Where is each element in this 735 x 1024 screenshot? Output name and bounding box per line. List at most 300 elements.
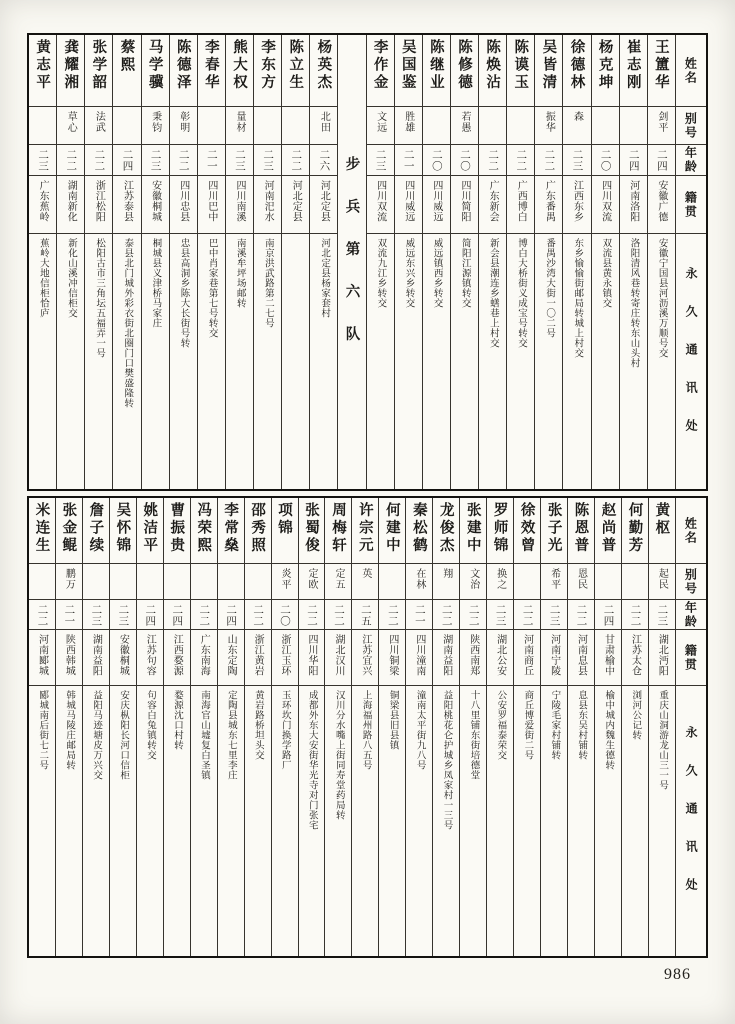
person-address: 东乡愉愉街邮局转城上村交 (572, 238, 583, 358)
person-name: 熊大权 (230, 39, 247, 92)
person-alias-cell (563, 107, 590, 145)
person-address: 威远东兴乡转交 (403, 238, 414, 308)
person-address-cell (325, 686, 351, 956)
person-address-cell (568, 686, 594, 956)
person-address-cell (592, 234, 619, 489)
person-age-cell (563, 145, 590, 176)
person-name: 陈谟玉 (512, 39, 529, 92)
person-age-cell (310, 145, 337, 176)
person-name-cell (56, 498, 82, 564)
field-label-age-cell (676, 600, 706, 630)
person-age: 二二 (332, 604, 344, 627)
person-age: 二四 (627, 149, 639, 172)
person-name-cell (535, 35, 562, 107)
field-label-alias-cell (676, 564, 706, 600)
person-age: 二四 (225, 604, 237, 627)
person-name-cell (352, 498, 378, 564)
person-address: 婺源沈口村转 (171, 690, 182, 750)
person-name: 陈恩普 (572, 502, 589, 555)
person-name: 吴怀锦 (114, 502, 131, 555)
person-name: 李作金 (371, 39, 388, 92)
person-age: 二三 (374, 149, 386, 172)
person-address-cell (514, 686, 540, 956)
person-column (534, 35, 562, 489)
person-column (394, 35, 422, 489)
person-address: 郾城南后街七二号 (37, 690, 48, 770)
person-age: 二三 (37, 149, 49, 172)
person-origin-cell (226, 176, 253, 234)
person-name: 冯荣熙 (195, 502, 212, 555)
person-origin: 湖南新化 (65, 180, 77, 222)
person-age: 二二 (290, 149, 302, 172)
person-column (405, 498, 432, 956)
person-column (82, 498, 109, 956)
person-column (486, 498, 513, 956)
person-address: 玉环坎门换学路厂 (279, 690, 290, 770)
person-name: 陈继业 (427, 39, 444, 92)
person-age: 二二 (543, 149, 555, 172)
person-alias-cell (56, 564, 82, 600)
person-address: 洛阳清风巷转寄庄转东山头村 (628, 238, 639, 368)
person-column (432, 498, 459, 956)
person-name-cell (282, 35, 309, 107)
person-origin: 四川巴中 (205, 180, 217, 222)
person-address-cell (142, 234, 169, 489)
person-age-cell (164, 600, 190, 630)
person-address-cell (29, 234, 56, 489)
person-age-cell (137, 600, 163, 630)
person-alias: 秉钧 (149, 111, 161, 133)
person-column (366, 35, 394, 489)
person-origin: 四川潼南 (413, 634, 425, 676)
person-name-cell (164, 498, 190, 564)
person-address: 河北定县杨家套村 (319, 238, 330, 318)
person-name-cell (649, 498, 675, 564)
person-name-cell (191, 498, 217, 564)
person-origin-cell (451, 176, 478, 234)
person-address: 安庆枞阳长河口信柜 (118, 690, 129, 780)
person-alias-cell (423, 107, 450, 145)
person-address-cell (272, 686, 298, 956)
person-origin: 安徽广德 (655, 180, 667, 222)
person-address: 息县东吴村铺转 (576, 690, 587, 760)
person-address: 番禺沙湾大街一〇二号 (544, 238, 555, 338)
directory-table-lower (27, 496, 708, 958)
person-origin-cell (310, 176, 337, 234)
person-alias-cell (620, 107, 647, 145)
person-address-cell (170, 234, 197, 489)
person-age: 二二 (515, 149, 527, 172)
person-alias-cell (198, 107, 225, 145)
person-column (594, 498, 621, 956)
person-alias-cell (649, 564, 675, 600)
person-alias-cell (57, 107, 84, 145)
person-alias-cell (29, 564, 55, 600)
person-address: 博白大桥街义成宝号转交 (515, 238, 526, 348)
person-alias-cell (254, 107, 281, 145)
person-address: 榆中城内魏生德转 (603, 690, 614, 770)
person-alias-cell (622, 564, 648, 600)
person-address: 南溪牟坪场邮转 (234, 238, 245, 308)
person-alias-cell (310, 107, 337, 145)
person-origin: 江苏泰县 (121, 180, 133, 222)
person-name-cell (451, 35, 478, 107)
person-column (56, 35, 84, 489)
person-name: 李东方 (259, 39, 276, 92)
person-alias-cell (245, 564, 271, 600)
person-alias-cell (113, 107, 140, 145)
person-age: 二二 (306, 604, 317, 627)
person-alias: 量材 (233, 111, 245, 133)
person-name: 杨克坤 (596, 39, 613, 92)
person-origin-cell (29, 630, 55, 686)
person-origin-cell (649, 630, 675, 686)
person-age: 二三 (117, 604, 129, 627)
person-age: 二二 (487, 149, 499, 172)
person-address-cell (57, 234, 84, 489)
person-name: 马学骥 (146, 39, 163, 92)
person-origin: 浙江黄岩 (252, 634, 264, 676)
person-name-cell (622, 498, 648, 564)
person-origin-cell (325, 630, 351, 686)
person-column (136, 498, 163, 956)
field-label-alias-cell (676, 107, 706, 145)
person-origin-cell (568, 630, 594, 686)
person-age: 二四 (655, 149, 667, 172)
person-address-cell (460, 686, 486, 956)
person-origin: 广东番禺 (543, 180, 555, 222)
person-alias: 剑平 (655, 111, 667, 133)
person-address: 黄岩路桥坦头交 (252, 690, 263, 760)
person-alias: 换之 (494, 568, 506, 590)
person-origin: 四川威远 (402, 180, 414, 222)
person-name-cell (57, 35, 84, 107)
person-age: 二三 (262, 149, 274, 172)
person-origin-cell (198, 176, 225, 234)
field-label-name-cell (676, 498, 706, 564)
person-origin: 江西东乡 (571, 180, 583, 222)
person-origin: 四川铜梁 (386, 634, 398, 676)
person-name: 许宗元 (356, 502, 373, 555)
person-age: 二二 (36, 604, 48, 627)
person-age: 二〇 (430, 149, 442, 172)
person-origin-cell (254, 176, 281, 234)
person-age: 二二 (65, 149, 77, 172)
person-origin-cell (460, 630, 486, 686)
person-origin: 四川简阳 (458, 180, 470, 222)
person-name: 王簠华 (652, 39, 669, 92)
person-origin: 山东定陶 (225, 634, 237, 676)
person-age: 二二 (521, 604, 533, 627)
person-name-cell (514, 498, 540, 564)
person-origin: 广西博白 (515, 180, 527, 222)
person-origin: 浙江玉环 (279, 634, 291, 676)
person-address-cell (137, 686, 163, 956)
person-age-cell (620, 145, 647, 176)
person-alias-cell (487, 564, 513, 600)
person-address: 句容白兔镇转交 (145, 690, 156, 760)
person-alias-cell (595, 564, 621, 600)
person-age: 二四 (602, 604, 614, 627)
person-age-cell (198, 145, 225, 176)
person-name: 陈焕沾 (484, 39, 501, 92)
person-origin-cell (282, 176, 309, 234)
person-age: 二三 (571, 149, 583, 172)
person-age: 二一 (63, 604, 75, 627)
person-alias-cell (433, 564, 459, 600)
person-name: 秦松鹤 (410, 502, 427, 555)
person-alias: 定五 (332, 568, 344, 590)
person-address: 安徽宁国县河沥溪万顺号交 (656, 238, 667, 358)
person-origin-cell (622, 630, 648, 686)
person-column (567, 498, 594, 956)
person-alias: 翔 (440, 568, 452, 579)
person-address-cell (423, 234, 450, 489)
person-address: 益阳桃花仑护城乡凤家村一三号 (441, 690, 452, 830)
person-name: 张子光 (545, 502, 562, 555)
person-address: 益阳马迹塘皮万兴交 (91, 690, 102, 780)
person-address: 新化山溪冲信柜交 (65, 238, 76, 318)
person-column (163, 498, 190, 956)
person-name-cell (592, 35, 619, 107)
person-column (55, 498, 82, 956)
person-address: 双流九江乡转交 (375, 238, 386, 308)
person-age-cell (541, 600, 567, 630)
person-alias-cell (272, 564, 298, 600)
person-age-cell (282, 145, 309, 176)
person-name: 李春华 (202, 39, 219, 92)
person-name: 杨英杰 (315, 39, 332, 92)
person-address-cell (310, 234, 337, 489)
person-alias-cell (541, 564, 567, 600)
person-alias-cell (460, 564, 486, 600)
person-age-cell (325, 600, 351, 630)
person-name: 李常燊 (222, 502, 239, 555)
person-age-cell (85, 145, 112, 176)
person-column (591, 35, 619, 489)
person-origin-cell (514, 630, 540, 686)
person-name-cell (460, 498, 486, 564)
person-origin: 河南汜水 (262, 180, 274, 222)
person-address: 潼南太平街九八号 (414, 690, 425, 770)
person-age: 二四 (144, 604, 156, 627)
person-column (141, 35, 169, 489)
person-age-cell (423, 145, 450, 176)
person-name-cell (272, 498, 298, 564)
person-alias: 炎平 (279, 568, 291, 590)
person-column (619, 35, 647, 489)
field-label-origin: 籍贯 (683, 190, 698, 219)
person-address-cell (282, 234, 309, 489)
person-age-cell (535, 145, 562, 176)
person-name-cell (648, 35, 675, 107)
person-column (253, 35, 281, 489)
person-address-cell (622, 686, 648, 956)
person-age: 二〇 (599, 149, 611, 172)
person-column (109, 498, 136, 956)
person-name-cell (325, 498, 351, 564)
person-address-cell (487, 686, 513, 956)
person-age-cell (622, 600, 648, 630)
person-age: 二三 (656, 604, 668, 627)
person-name: 吴皆清 (540, 39, 557, 92)
person-column (621, 498, 648, 956)
person-alias-cell (535, 107, 562, 145)
person-address-cell (541, 686, 567, 956)
person-address-cell (352, 686, 378, 956)
person-age: 二一 (413, 604, 425, 627)
person-origin: 湖北沔阳 (656, 634, 668, 676)
person-address: 松阳古市三角坛五福弄一号 (94, 238, 105, 358)
person-alias: 草心 (65, 111, 77, 133)
person-name: 陈德泽 (174, 39, 191, 92)
person-alias: 振华 (543, 111, 555, 133)
person-origin: 湖南益阳 (440, 634, 452, 676)
person-column (197, 35, 225, 489)
person-age-cell (592, 145, 619, 176)
person-column (450, 35, 478, 489)
person-address-cell (198, 234, 225, 489)
person-column (244, 498, 271, 956)
person-address: 铜梁县旧县镇 (387, 690, 398, 750)
person-name: 张学韶 (90, 39, 107, 92)
field-label-column (675, 35, 706, 489)
person-age-cell (254, 145, 281, 176)
person-address-cell (563, 234, 590, 489)
person-alias: 森 (571, 111, 583, 122)
person-name-cell (299, 498, 325, 564)
person-origin: 四川双流 (599, 180, 611, 222)
person-alias-cell (325, 564, 351, 600)
person-address-cell (507, 234, 534, 489)
person-alias-cell (367, 107, 394, 145)
person-address: 上海福州路八五号 (360, 690, 371, 770)
person-age: 二二 (198, 604, 210, 627)
person-age: 二二 (93, 149, 105, 172)
unit-divider-label: 步兵第六队 (343, 155, 360, 369)
person-origin: 河南洛阳 (627, 180, 639, 222)
person-address-cell (85, 234, 112, 489)
person-age-cell (29, 145, 56, 176)
person-age: 二一 (402, 149, 414, 172)
person-name-cell (226, 35, 253, 107)
person-name-cell (433, 498, 459, 564)
person-address: 蕉岭大地信柜恰庐 (37, 238, 48, 318)
person-column (271, 498, 298, 956)
person-name-cell (541, 498, 567, 564)
person-alias-cell (568, 564, 594, 600)
person-origin-cell (423, 176, 450, 234)
field-label-address-cell (676, 234, 706, 489)
person-origin-cell (170, 176, 197, 234)
person-age-cell (649, 600, 675, 630)
person-column (478, 35, 506, 489)
person-origin: 陕西南郑 (467, 634, 479, 676)
person-column (225, 35, 253, 489)
person-alias-cell (142, 107, 169, 145)
person-name-cell (479, 35, 506, 107)
person-name-cell (137, 498, 163, 564)
person-address-cell (379, 686, 405, 956)
person-address: 公安罗福泰荣交 (495, 690, 506, 760)
person-age-cell (191, 600, 217, 630)
person-name-cell (563, 35, 590, 107)
person-address-cell (218, 686, 244, 956)
person-age-cell (218, 600, 244, 630)
person-address: 浏河公记转 (630, 690, 641, 740)
person-address-cell (433, 686, 459, 956)
person-origin: 陕西韩城 (63, 634, 75, 676)
person-address: 定陶县城东七里李庄 (225, 690, 236, 780)
person-address-cell (406, 686, 432, 956)
person-origin: 江苏句容 (144, 634, 156, 676)
person-origin-cell (245, 630, 271, 686)
person-column (540, 498, 567, 956)
field-label-origin-cell (676, 630, 706, 686)
person-origin: 甘肃榆中 (602, 634, 614, 676)
person-alias-cell (406, 564, 432, 600)
person-origin-cell (352, 630, 378, 686)
person-address: 巴中肖家巷第七号转交 (206, 238, 217, 338)
person-origin-cell (113, 176, 140, 234)
person-age: 二三 (548, 604, 560, 627)
person-name-cell (170, 35, 197, 107)
person-age: 二四 (171, 604, 183, 627)
person-age: 二二 (629, 604, 641, 627)
person-origin-cell (487, 630, 513, 686)
person-column (29, 498, 55, 956)
person-origin-cell (110, 630, 136, 686)
person-origin-cell (56, 630, 82, 686)
person-column (309, 35, 337, 489)
person-age-cell (352, 600, 378, 630)
person-column (647, 35, 675, 489)
person-alias-cell (218, 564, 244, 600)
person-name-cell (507, 35, 534, 107)
person-origin-cell (563, 176, 590, 234)
person-origin: 河南息县 (575, 634, 587, 676)
person-origin: 广东新会 (487, 180, 499, 222)
person-column (324, 498, 351, 956)
person-name-cell (110, 498, 136, 564)
person-age: 二三 (90, 604, 102, 627)
person-name: 姚洁平 (141, 502, 158, 555)
person-origin-cell (433, 630, 459, 686)
person-age: 二二 (252, 604, 264, 627)
person-column (169, 35, 197, 489)
person-origin: 安徽桐城 (149, 180, 161, 222)
field-label-address-cell (676, 686, 706, 956)
person-origin-cell (85, 176, 112, 234)
person-alias-cell (395, 107, 422, 145)
person-alias: 彰明 (177, 111, 189, 133)
person-age-cell (113, 145, 140, 176)
person-address: 汉川分水嘴上街同寿堂药局转 (333, 690, 344, 820)
person-name: 黄枢 (653, 502, 670, 537)
person-alias-cell (110, 564, 136, 600)
person-alias-cell (352, 564, 378, 600)
person-age-cell (451, 145, 478, 176)
person-name-cell (29, 498, 55, 564)
field-label-column (675, 498, 706, 956)
field-label-age: 年龄 (683, 146, 698, 174)
person-age: 二三 (494, 604, 506, 627)
person-column (422, 35, 450, 489)
person-age-cell (110, 600, 136, 630)
field-label-name: 姓名 (683, 56, 698, 85)
person-age: 二二 (177, 149, 189, 172)
person-age-cell (29, 600, 55, 630)
